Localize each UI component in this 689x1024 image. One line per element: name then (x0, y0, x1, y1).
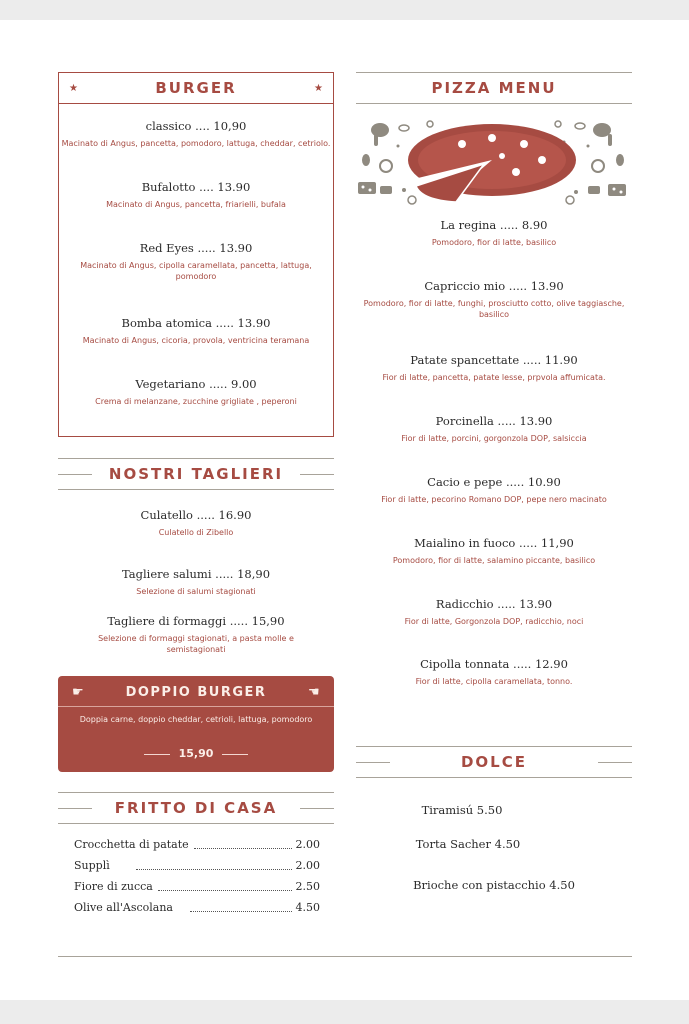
item-desc: Fior di latte, pancetta, patate lesse, prpvola affumicata. (382, 373, 606, 382)
burger-item (58, 180, 334, 210)
item-name: Tagliere salumi ..... 18,90 (121, 567, 271, 581)
doppio-price: 15,90 (178, 747, 214, 760)
fritto-item (74, 880, 320, 894)
item-desc: Pomodoro, fior di latte, salamino piccante, basilico (392, 556, 596, 565)
taglieri-item (58, 567, 334, 597)
dolce-title: DOLCE (460, 753, 527, 771)
dot-leader (190, 911, 292, 912)
item-name: Patate spancettate ..... 11.90 (410, 353, 578, 367)
pizza-item (356, 279, 632, 320)
item-name: Supplì (74, 859, 110, 872)
dot-leader (194, 848, 292, 849)
divider (58, 792, 334, 793)
star-icon: ★ (314, 82, 323, 94)
dot-leader (136, 869, 292, 870)
item-name: Cipolla tonnata ..... 12.90 (420, 657, 568, 671)
pizza-header (356, 72, 632, 104)
pointing-hand-left-icon: ☛ (308, 685, 320, 700)
pizza-item (356, 414, 632, 444)
divider (58, 808, 92, 809)
item-name: Porcinella ..... 13.90 (435, 414, 553, 428)
item-name: Capriccio mio ..... 13.90 (424, 279, 564, 293)
burger-item (58, 241, 334, 282)
taglieri-item (58, 614, 334, 655)
item-name: Tagliere di formaggi ..... 15,90 (107, 614, 285, 628)
item-name: Bomba atomica ..... 13.90 (121, 316, 271, 330)
dolce-header (356, 746, 632, 778)
item-price: 2.00 (295, 838, 320, 851)
dolce-item: Tiramisú 5.50 (421, 803, 503, 817)
item-name: Radicchio ..... 13.90 (435, 597, 553, 611)
item-desc: Culatello di Zibello (158, 528, 234, 537)
item-name: Bufalotto .... 13.90 (141, 180, 251, 194)
divider (356, 103, 632, 104)
fritto-item (74, 838, 320, 852)
pizza-title: PIZZA MENU (431, 79, 557, 97)
item-desc: Macinato di Angus, pancetta, pomodoro, lattuga, cheddar, cetriolo. (61, 139, 331, 148)
item-price: 2.50 (295, 880, 320, 893)
item-name: Fiore di zucca (74, 880, 153, 893)
item-desc: Pomodoro, fior di latte, funghi, prosciutto cotto, olive taggiasche, basilico (363, 299, 625, 319)
item-desc: Fior di latte, pecorino Romano DOP, pepe nero macinato (381, 495, 607, 504)
divider (58, 823, 334, 824)
taglieri-item (58, 508, 334, 538)
item-desc: Pomodoro, fior di latte, basilico (431, 238, 557, 247)
item-desc: Selezione di formaggi stagionati, a pasta molle e semistagionati (98, 634, 294, 654)
pizza-item (356, 597, 632, 627)
item-desc: Macinato di Angus, cicoria, provola, ventricina teramana (82, 336, 310, 345)
item-price: 2.00 (295, 859, 320, 872)
divider (300, 474, 334, 475)
divider (598, 762, 632, 763)
divider (356, 777, 632, 778)
taglieri-header (58, 458, 334, 490)
doppio-desc: Doppia carne, doppio cheddar, cetrioli, lattuga, pomodoro (79, 715, 313, 724)
item-name: Vegetariano ..... 9.00 (135, 377, 257, 391)
item-name: Red Eyes ..... 13.90 (139, 241, 253, 255)
pizza-icon (408, 124, 576, 202)
item-desc: Crema di melanzane, zucchine grigliate , peperoni (95, 397, 297, 406)
divider (356, 72, 632, 73)
item-name: classico .... 10,90 (145, 119, 247, 133)
divider (58, 956, 632, 957)
item-desc: Macinato di Angus, pancetta, friarielli, bufala (106, 200, 286, 209)
burger-item (58, 316, 334, 346)
pizza-item (356, 657, 632, 687)
menu-page (0, 20, 689, 1000)
pizza-item (352, 353, 636, 383)
fritto-item (74, 901, 320, 915)
item-name: Culatello ..... 16.90 (140, 508, 252, 522)
item-name: Maialino in fuoco ..... 11,90 (414, 536, 574, 550)
divider (58, 458, 334, 459)
item-desc: Selezione di salumi stagionati (136, 587, 256, 596)
item-name: La regina ..... 8.90 (440, 218, 548, 232)
pizza-illustration (352, 112, 634, 208)
divider (356, 746, 632, 747)
item-name: Crocchetta di patate (74, 838, 189, 851)
dolce-item: Brioche con pistacchio 4.50 (413, 878, 575, 892)
item-name: Olive all'Ascolana (74, 901, 173, 914)
star-icon: ★ (69, 82, 78, 94)
item-desc: Fior di latte, Gorgonzola DOP, radicchio, noci (404, 617, 584, 626)
divider (58, 489, 334, 490)
burger-header (59, 73, 333, 104)
taglieri-title: NOSTRI TAGLIERI (108, 465, 284, 483)
fritto-header (58, 792, 334, 824)
divider (58, 706, 334, 707)
burger-item (58, 377, 334, 407)
item-desc: Fior di latte, porcini, gorgonzola DOP, salsiccia (401, 434, 587, 443)
burger-item (58, 119, 334, 149)
doppio-title: DOPPIO BURGER (125, 685, 267, 700)
pizza-item (356, 218, 632, 248)
fritto-title: FRITTO DI CASA (114, 799, 278, 817)
pointing-hand-right-icon: ☛ (72, 685, 84, 700)
divider (58, 474, 92, 475)
item-desc: Macinato di Angus, cipolla caramellata, pancetta, lattuga, pomodoro (80, 261, 312, 281)
divider (356, 762, 390, 763)
burger-title: BURGER (155, 79, 237, 97)
fritto-item (74, 859, 320, 873)
dot-leader (158, 890, 292, 891)
pizza-item (352, 536, 636, 566)
item-desc: Fior di latte, cipolla caramellata, tonno. (415, 677, 573, 686)
divider (222, 754, 248, 755)
item-price: 4.50 (295, 901, 320, 914)
pizza-item (352, 475, 636, 505)
dolce-item: Torta Sacher 4.50 (415, 837, 521, 851)
item-name: Cacio e pepe ..... 10.90 (427, 475, 561, 489)
doppio-burger-card (58, 676, 334, 772)
